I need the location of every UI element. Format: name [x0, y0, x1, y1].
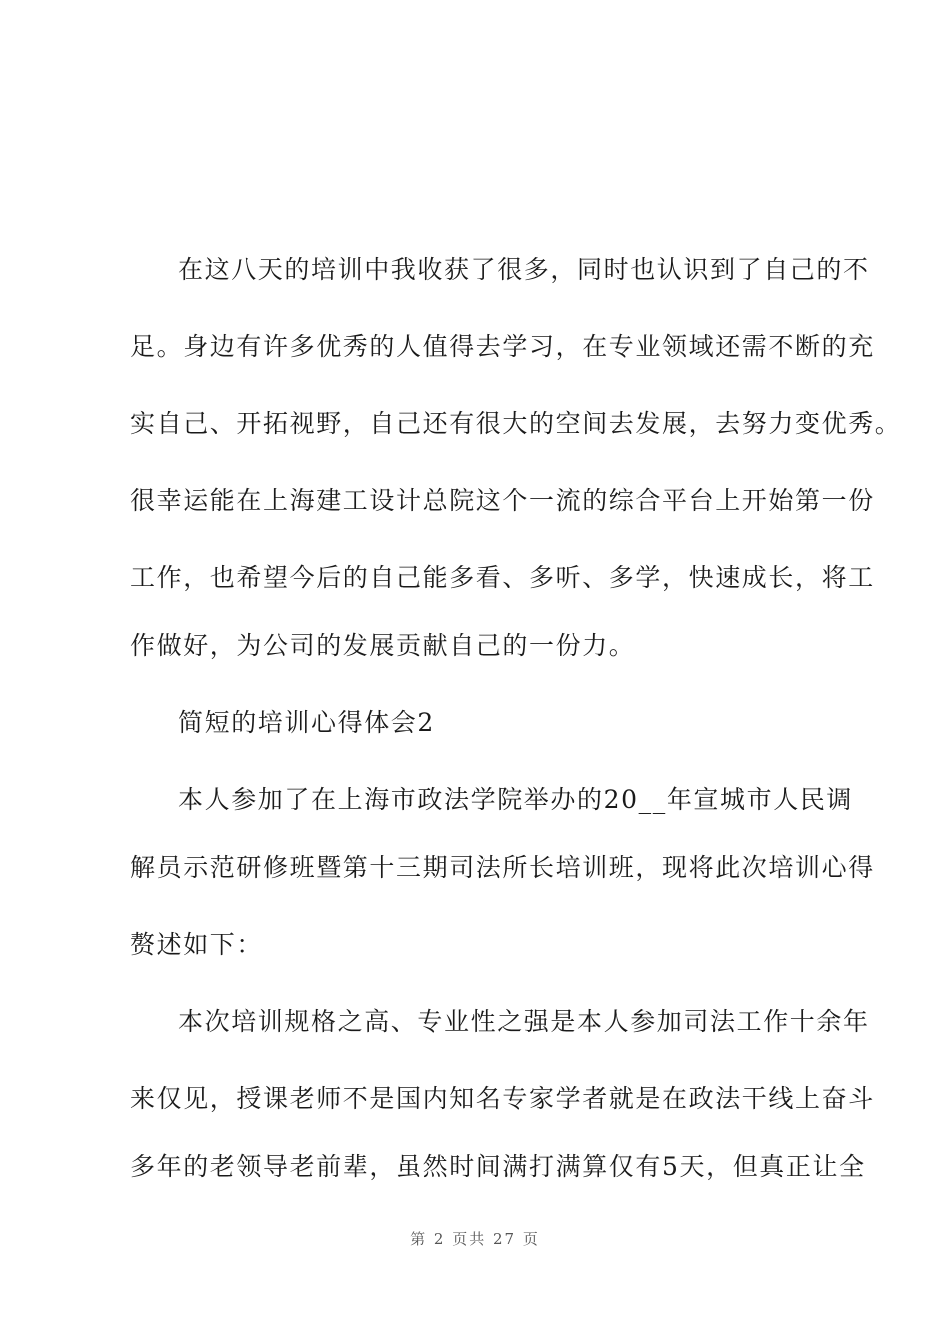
text-line: 多年的老领导老前辈，虽然时间满打满算仅有5天，但真正让全	[130, 1152, 866, 1181]
text-line: 工作，也希望今后的自己能多看、多听、多学，快速成长，将工	[130, 563, 875, 592]
text-line: 实自己、开拓视野，自己还有很大的空间去发展，去努力变优秀。	[130, 409, 902, 438]
text-line: 本人参加了在上海市政法学院举办的20__年宣城市人民调	[178, 785, 854, 814]
text-line: 作做好，为公司的发展贡献自己的一份力。	[130, 631, 636, 660]
page-footer: 第 2 页共 27 页	[410, 1230, 540, 1248]
text-line: 赘述如下：	[130, 930, 264, 959]
text-line: 很幸运能在上海建工设计总院这个一流的综合平台上开始第一份	[130, 486, 875, 515]
section-heading: 简短的培训心得体会2	[178, 708, 435, 737]
text-line: 解员示范研修班暨第十三期司法所长培训班，现将此次培训心得	[130, 853, 875, 882]
text-line: 在这八天的培训中我收获了很多，同时也认识到了自己的不	[178, 255, 870, 284]
text-line: 足。身边有许多优秀的人值得去学习，在专业领域还需不断的充	[130, 332, 875, 361]
text-line: 本次培训规格之高、专业性之强是本人参加司法工作十余年	[178, 1007, 870, 1036]
text-line: 来仅见，授课老师不是国内知名专家学者就是在政法干线上奋斗	[130, 1084, 875, 1113]
